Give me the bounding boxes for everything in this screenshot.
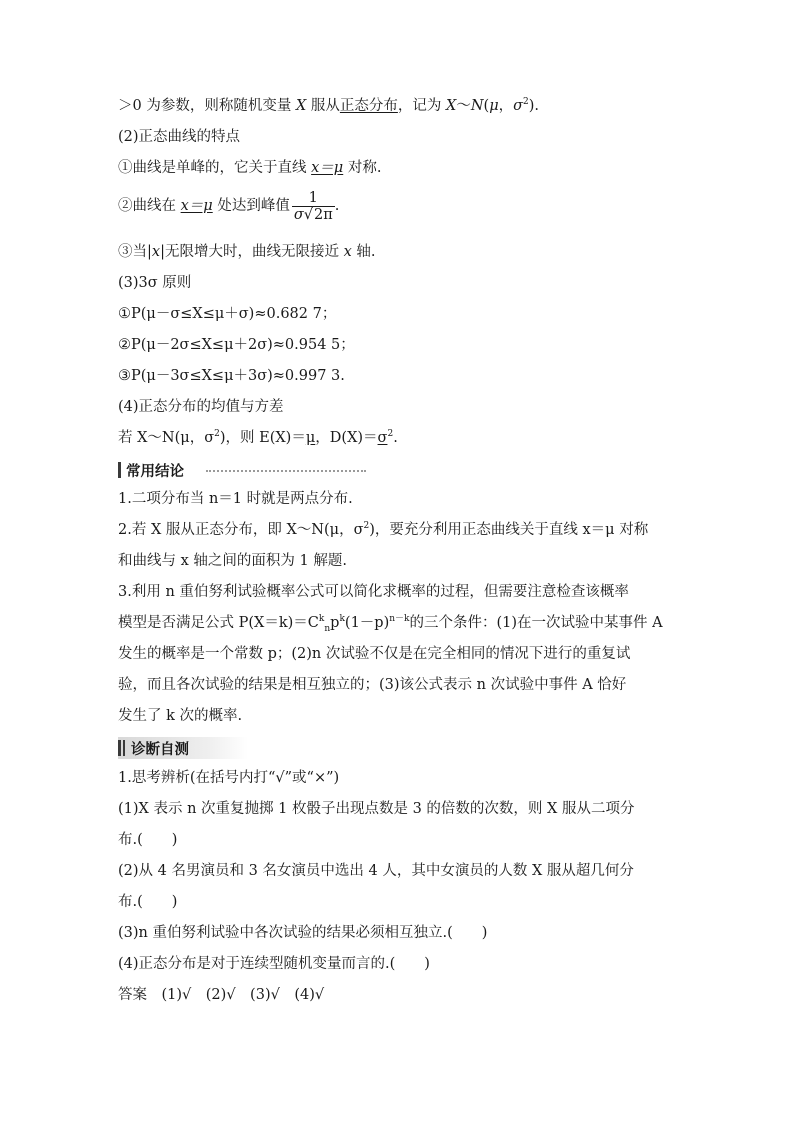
subheading-3sigma-rule: (3)3σ 原则 xyxy=(118,275,192,291)
conclusion-3-line-1: 3.利用 n 重伯努利试验概率公式可以简化求概率的过程，但需要注意检查该概率 xyxy=(118,584,629,600)
statement-1-line-1: (1)X 表示 n 次重复抛掷 1 枚骰子出现点数是 3 的倍数的次数，则 X 服从二项分 xyxy=(118,801,635,817)
header-bar-icon xyxy=(118,740,121,756)
header-bar-icon xyxy=(118,462,121,478)
conclusion-2-line-1: 2.若 X 服从正态分布，即 X～N(μ，$\sigma^2$)，要充分利用正态曲线关于直线 x＝μ 对称 xyxy=(118,521,649,538)
peak-value-fraction: $\frac{1}{\sigma√2\pi}$ xyxy=(293,189,333,223)
sigma-rule-1: ①P(μ－σ≤X≤μ＋σ)≈0.682 7； xyxy=(118,306,337,322)
sqrt-icon: √ xyxy=(303,206,313,223)
curve-feature-3: ③当|x|无限增大时，曲线无限接近 x 轴. xyxy=(118,244,376,260)
section-header-self-test: 诊断自测 xyxy=(118,737,248,759)
subheading-mean-variance: (4)正态分布的均值与方差 xyxy=(118,399,284,415)
term-normal-distribution: 正态分布 xyxy=(339,98,398,114)
header-bar-icon xyxy=(123,740,125,756)
section-header-common-conclusions: 常用结论 xyxy=(118,459,368,481)
conclusion-3-line-3: 发生的概率是一个常数 p；(2)n 次试验不仅是在完全相同的情况下进行的重复试 xyxy=(118,646,631,662)
conclusion-1: 1.二项分布当 n＝1 时就是两点分布. xyxy=(118,491,353,507)
conclusion-3-line-5: 发生了 k 次的概率. xyxy=(118,708,243,724)
subheading-curve-features: (2)正态曲线的特点 xyxy=(118,129,241,145)
statement-1-line-2: 布.( ) xyxy=(118,832,178,848)
answer-line: 答案 (1)√ (2)√ (3)√ (4)√ xyxy=(118,987,325,1003)
statement-2-line-1: (2)从 4 名男演员和 3 名女演员中选出 4 人，其中女演员的人数 X 服从超几何分 xyxy=(118,863,634,879)
statement-3: (3)n 重伯努利试验中各次试验的结果必须相互独立.( ) xyxy=(118,925,488,941)
conclusion-2-line-2: 和曲线与 x 轴之间的面积为 1 解题. xyxy=(118,553,347,569)
statement-2-line-2: 布.( ) xyxy=(118,894,178,910)
curve-feature-2: ②曲线在 x＝μ 处达到峰值 $\frac{1}{\sigma√2\pi}$ . xyxy=(118,189,340,223)
statement-4: (4)正态分布是对于连续型随机变量而言的.( ) xyxy=(118,956,430,972)
conclusion-3-line-4: 验，而且各次试验的结果是相互独立的；(3)该公式表示 n 次试验中事件 A 恰好 xyxy=(118,677,627,693)
sigma-rule-3: ③P(μ－3σ≤X≤μ＋3σ)≈0.997 3. xyxy=(118,368,345,384)
sigma-rule-2: ②P(μ－2σ≤X≤μ＋2σ)≈0.954 5； xyxy=(118,337,355,353)
normal-distribution-definition-line: ＞0 为参数，则称随机变量 X 服从正态分布，记为 X～N(μ，$\sigma^2$). xyxy=(118,97,540,114)
question-1-title: 1.思考辨析(在括号内打“√”或“×”) xyxy=(118,770,340,786)
conclusion-3-line-2: 模型是否满足公式 $P(X=k)=C^k_np^k(1-p)^{n-k}$的三个条件：(1)在一次试验中某事件 A xyxy=(118,614,663,634)
mean-variance-line: 若 X～N(μ，$\sigma^2$)，则 E(X)＝μ，$D(X)=\sigma^2$. xyxy=(118,429,398,446)
curve-feature-1: ①曲线是单峰的，它关于直线 x＝μ 对称. xyxy=(118,160,382,176)
header-dotted-rule xyxy=(206,470,366,472)
